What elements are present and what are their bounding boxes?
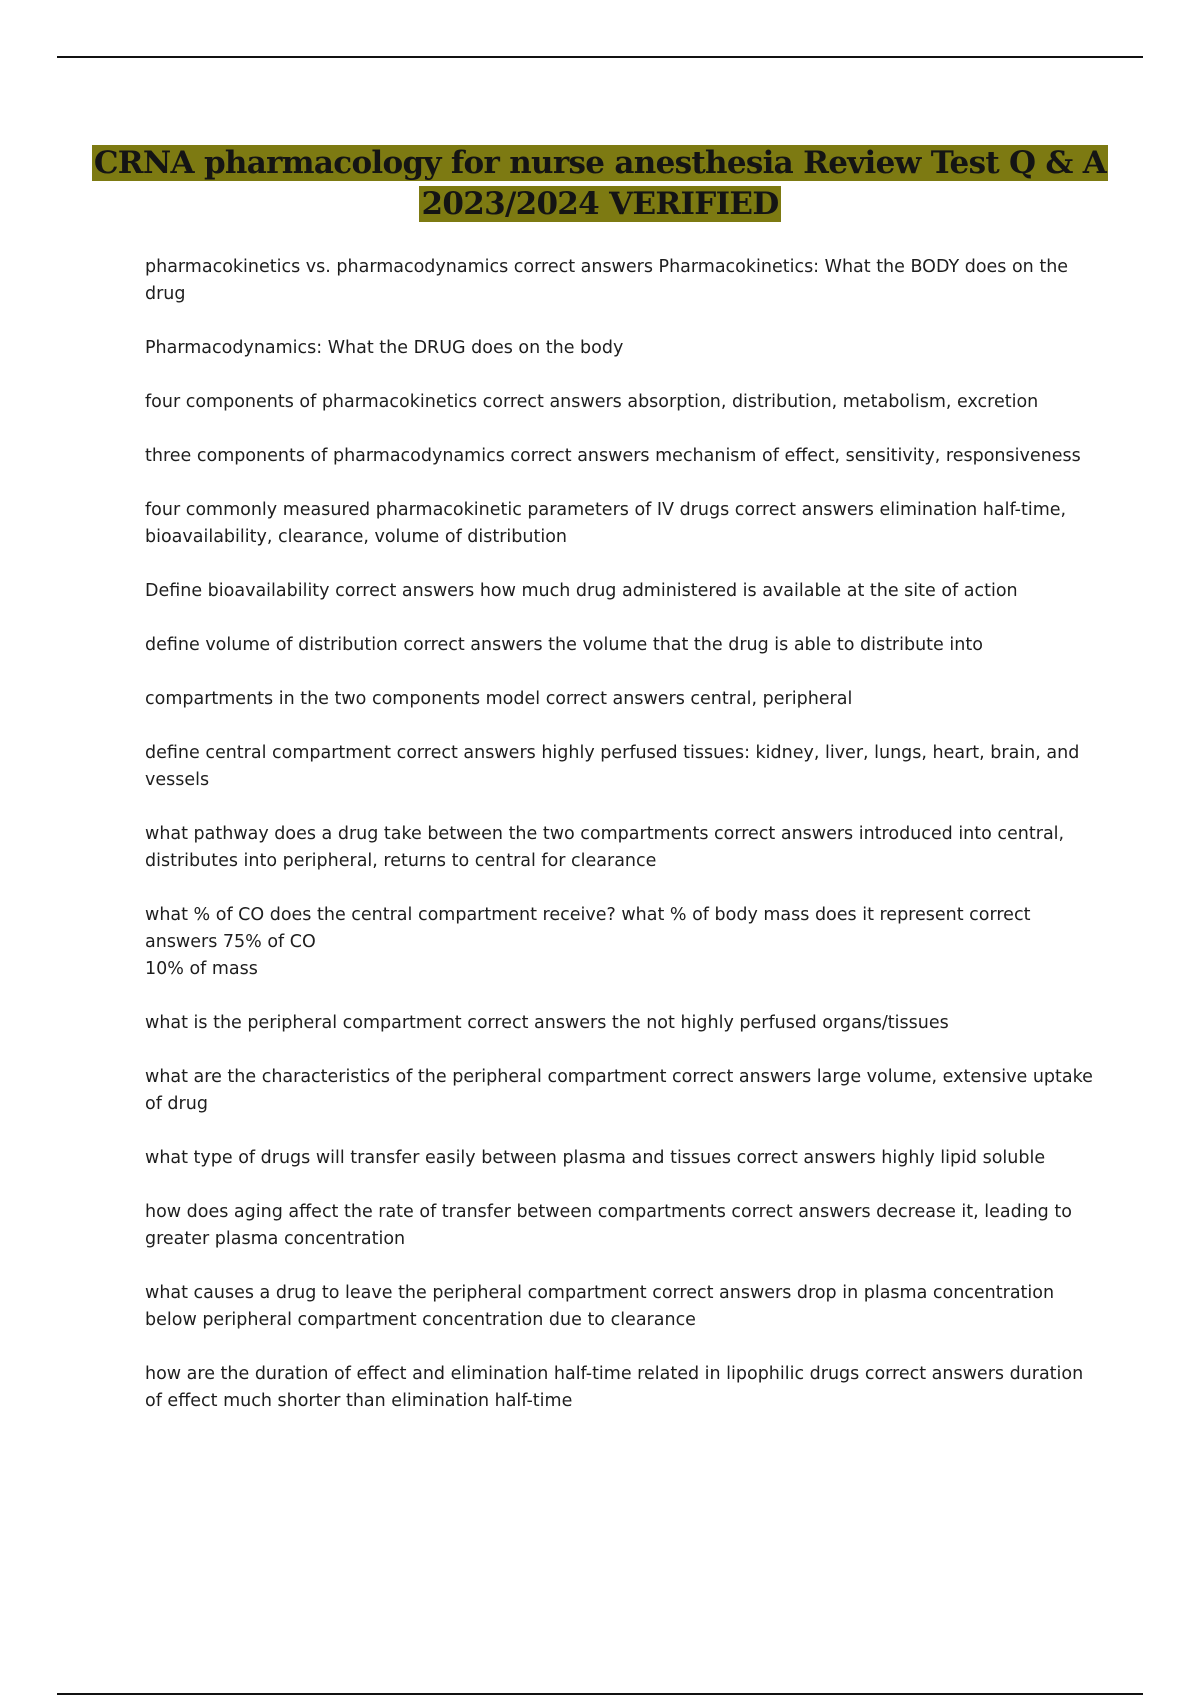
qa-item: what type of drugs will transfer easily between plasma and tissues correct answers highly lipid soluble (145, 1148, 1046, 1168)
qa-item: four components of pharmacokinetics correct answers absorption, distribution, metabolism, excretion (145, 392, 1039, 412)
qa-item: what is the peripheral compartment correct answers the not highly perfused organs/tissues (145, 1013, 949, 1033)
qa-item: three components of pharmacodynamics correct answers mechanism of effect, sensitivity, responsiveness (145, 446, 1081, 466)
qa-item: what pathway does a drug take between the two compartments correct answers introduced into central, distributes into peripheral, returns to central for clearance (145, 824, 1065, 871)
qa-item: four commonly measured pharmacokinetic parameters of IV drugs correct answers elimination half-time, bioavailability, clearance, volume of distribution (145, 500, 1067, 547)
qa-item: what are the characteristics of the peripheral compartment correct answers large volume, extensive uptake of drug (145, 1067, 1093, 1114)
qa-item: Define bioavailability correct answers how much drug administered is available at the site of action (145, 581, 1018, 601)
qa-item: what causes a drug to leave the peripheral compartment correct answers drop in plasma concentration below peripheral compartment concentration due to clearance (145, 1283, 1055, 1330)
top-rule (57, 56, 1143, 58)
qa-item: pharmacokinetics vs. pharmacodynamics correct answers Pharmacokinetics: What the BODY does on the drug (145, 257, 1069, 304)
qa-item: what % of CO does the central compartment receive? what % of body mass does it represent correct answers 75% of CO 10% of mass (145, 905, 1031, 979)
bottom-rule (57, 1693, 1143, 1695)
qa-item: define volume of distribution correct answers the volume that the drug is able to distribute into (145, 635, 983, 655)
qa-list (145, 254, 1105, 1442)
qa-item: how does aging affect the rate of transfer between compartments correct answers decrease it, leading to greater plasma concentration (145, 1202, 1072, 1249)
title-line-1: CRNA pharmacology for nurse anesthesia Review Test Q & A (93, 145, 1107, 181)
qa-item: define central compartment correct answers highly perfused tissues: kidney, liver, lungs, heart, brain, and vessels (145, 743, 1080, 790)
qa-item: compartments in the two components model correct answers central, peripheral (145, 689, 853, 709)
title-line-2: 2023/2024 VERIFIED (421, 186, 779, 222)
qa-item: Pharmacodynamics: What the DRUG does on the body (145, 338, 624, 358)
page-title (60, 143, 1140, 225)
qa-item: how are the duration of effect and elimination half-time related in lipophilic drugs correct answers duration of effect much shorter than elimination half-time (145, 1364, 1084, 1411)
